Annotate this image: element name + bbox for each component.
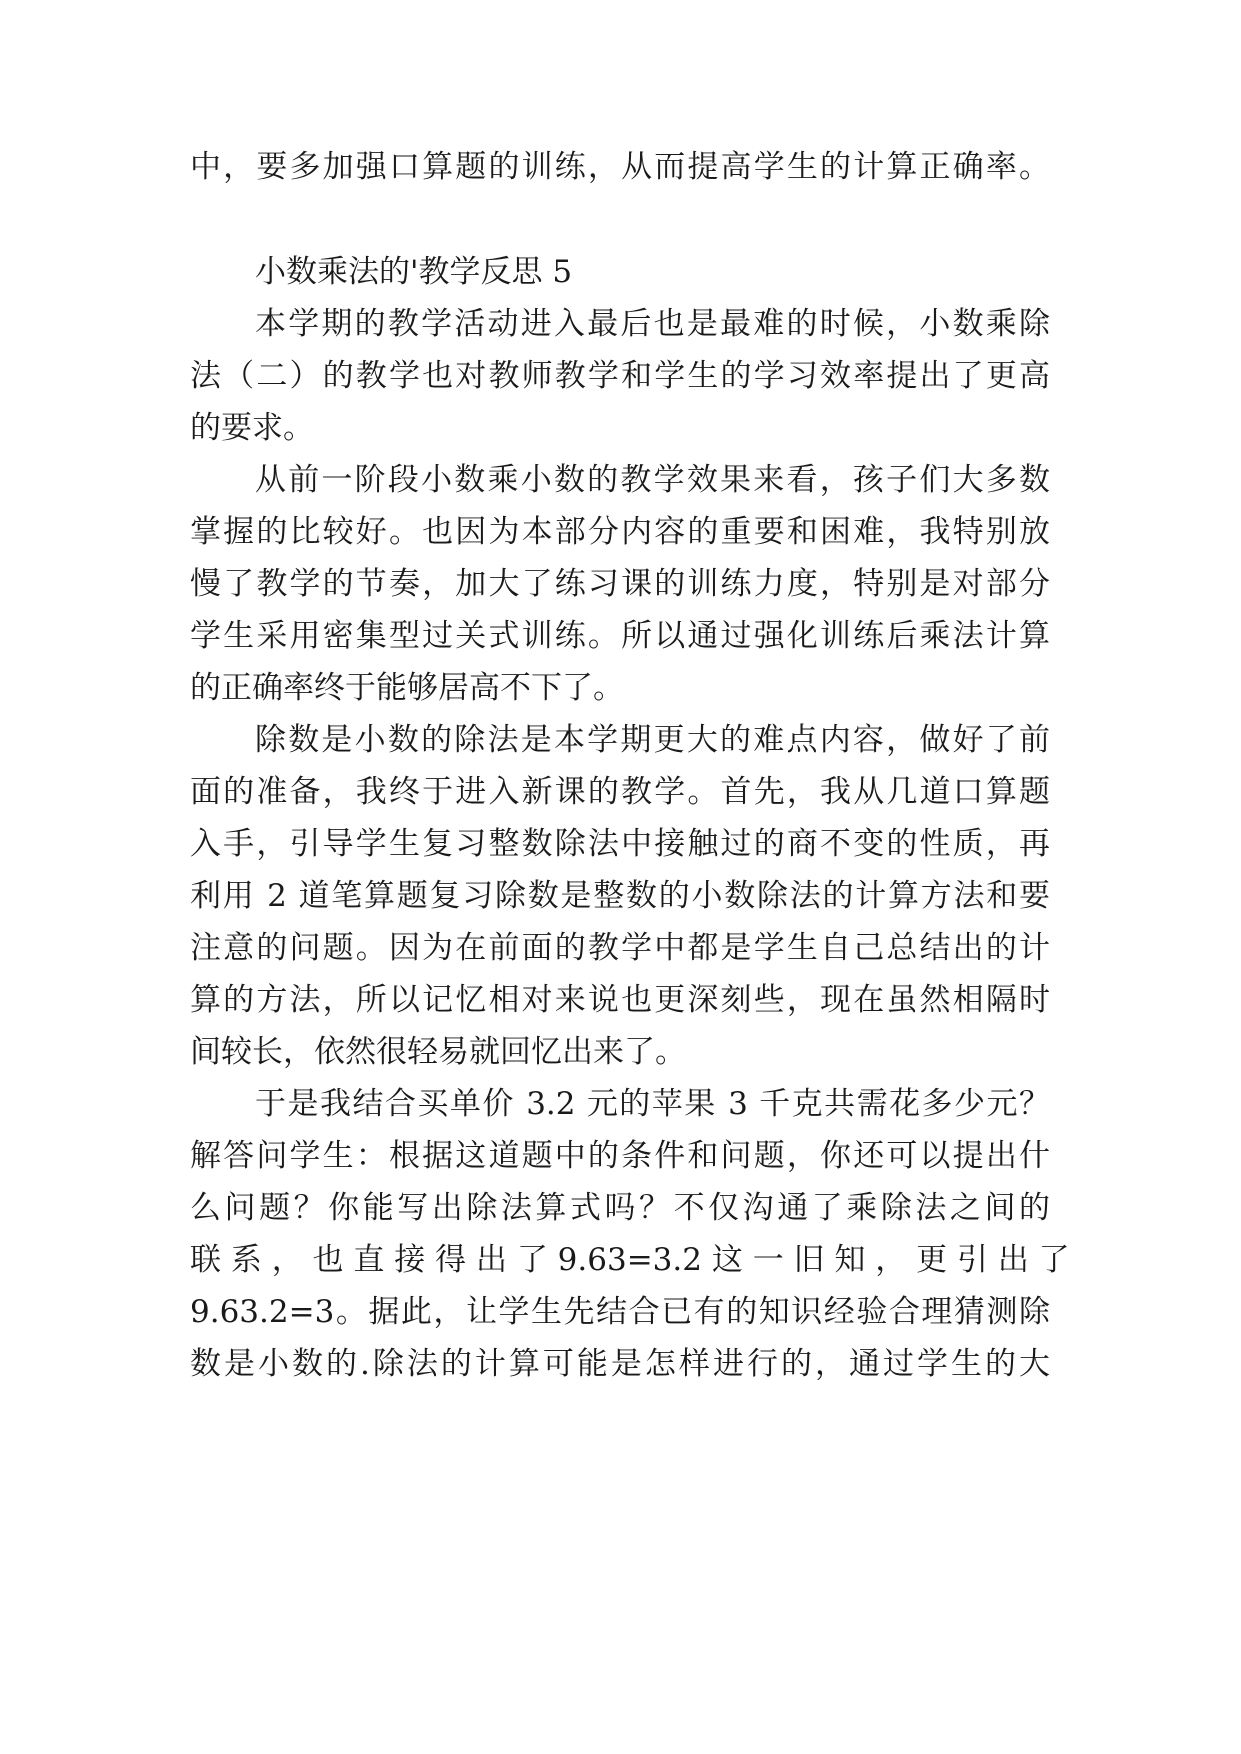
text-line-5: 的要求。: [190, 410, 314, 446]
text-line-10: 的正确率终于能够居高不下了。: [190, 670, 624, 706]
text-line-7: 掌握的比较好。也因为本部分内容的重要和困难，我特别放: [190, 514, 1050, 550]
text-line-15: 注意的问题。因为在前面的教学中都是学生自己总结出的计: [190, 930, 1050, 966]
text-line-1: 中，要多加强口算题的训练，从而提高学生的计算正确率。: [190, 149, 1050, 185]
text-line-23: 数是小数的.除法的计算可能是怎样进行的，通过学生的大: [190, 1346, 1050, 1382]
text-line-17: 间较长，依然很轻易就回忆出来了。: [190, 1034, 686, 1070]
text-line-18: 于是我结合买单价 3.2 元的苹果 3 千克共需花多少元？: [255, 1086, 1050, 1122]
text-line-13: 入手，引导学生复习整数除法中接触过的商不变的性质，再: [190, 826, 1050, 862]
text-line-4: 法（二）的教学也对教师教学和学生的学习效率提出了更高: [190, 358, 1050, 394]
text-line-16: 算的方法，所以记忆相对来说也更深刻些，现在虽然相隔时: [190, 982, 1050, 1018]
text-line-22: 9.63.2=3。据此，让学生先结合已有的知识经验合理猜测除: [190, 1294, 1050, 1330]
text-line-9: 学生采用密集型过关式训练。所以通过强化训练后乘法计算: [190, 618, 1050, 654]
text-line-21: 联 系 ， 也 直 接 得 出 了 9.63=3.2 这 一 旧 知 ， 更 引 出 了: [190, 1242, 1070, 1278]
text-line-12: 面的准备，我终于进入新课的教学。首先，我从几道口算题: [190, 774, 1050, 810]
section-heading: 小数乘法的'教学反思 5: [255, 254, 573, 290]
text-line-8: 慢了教学的节奏，加大了练习课的训练力度，特别是对部分: [190, 566, 1050, 602]
text-line-19: 解答问学生：根据这道题中的条件和问题，你还可以提出什: [190, 1138, 1050, 1174]
text-line-11: 除数是小数的除法是本学期更大的难点内容，做好了前: [255, 722, 1050, 758]
text-line-6: 从前一阶段小数乘小数的教学效果来看，孩子们大多数: [255, 462, 1050, 498]
text-line-3: 本学期的教学活动进入最后也是最难的时候，小数乘除: [255, 306, 1050, 342]
text-line-20: 么问题？你能写出除法算式吗？不仅沟通了乘除法之间的: [190, 1190, 1050, 1226]
text-line-14: 利用 2 道笔算题复习除数是整数的小数除法的计算方法和要: [190, 878, 1050, 914]
